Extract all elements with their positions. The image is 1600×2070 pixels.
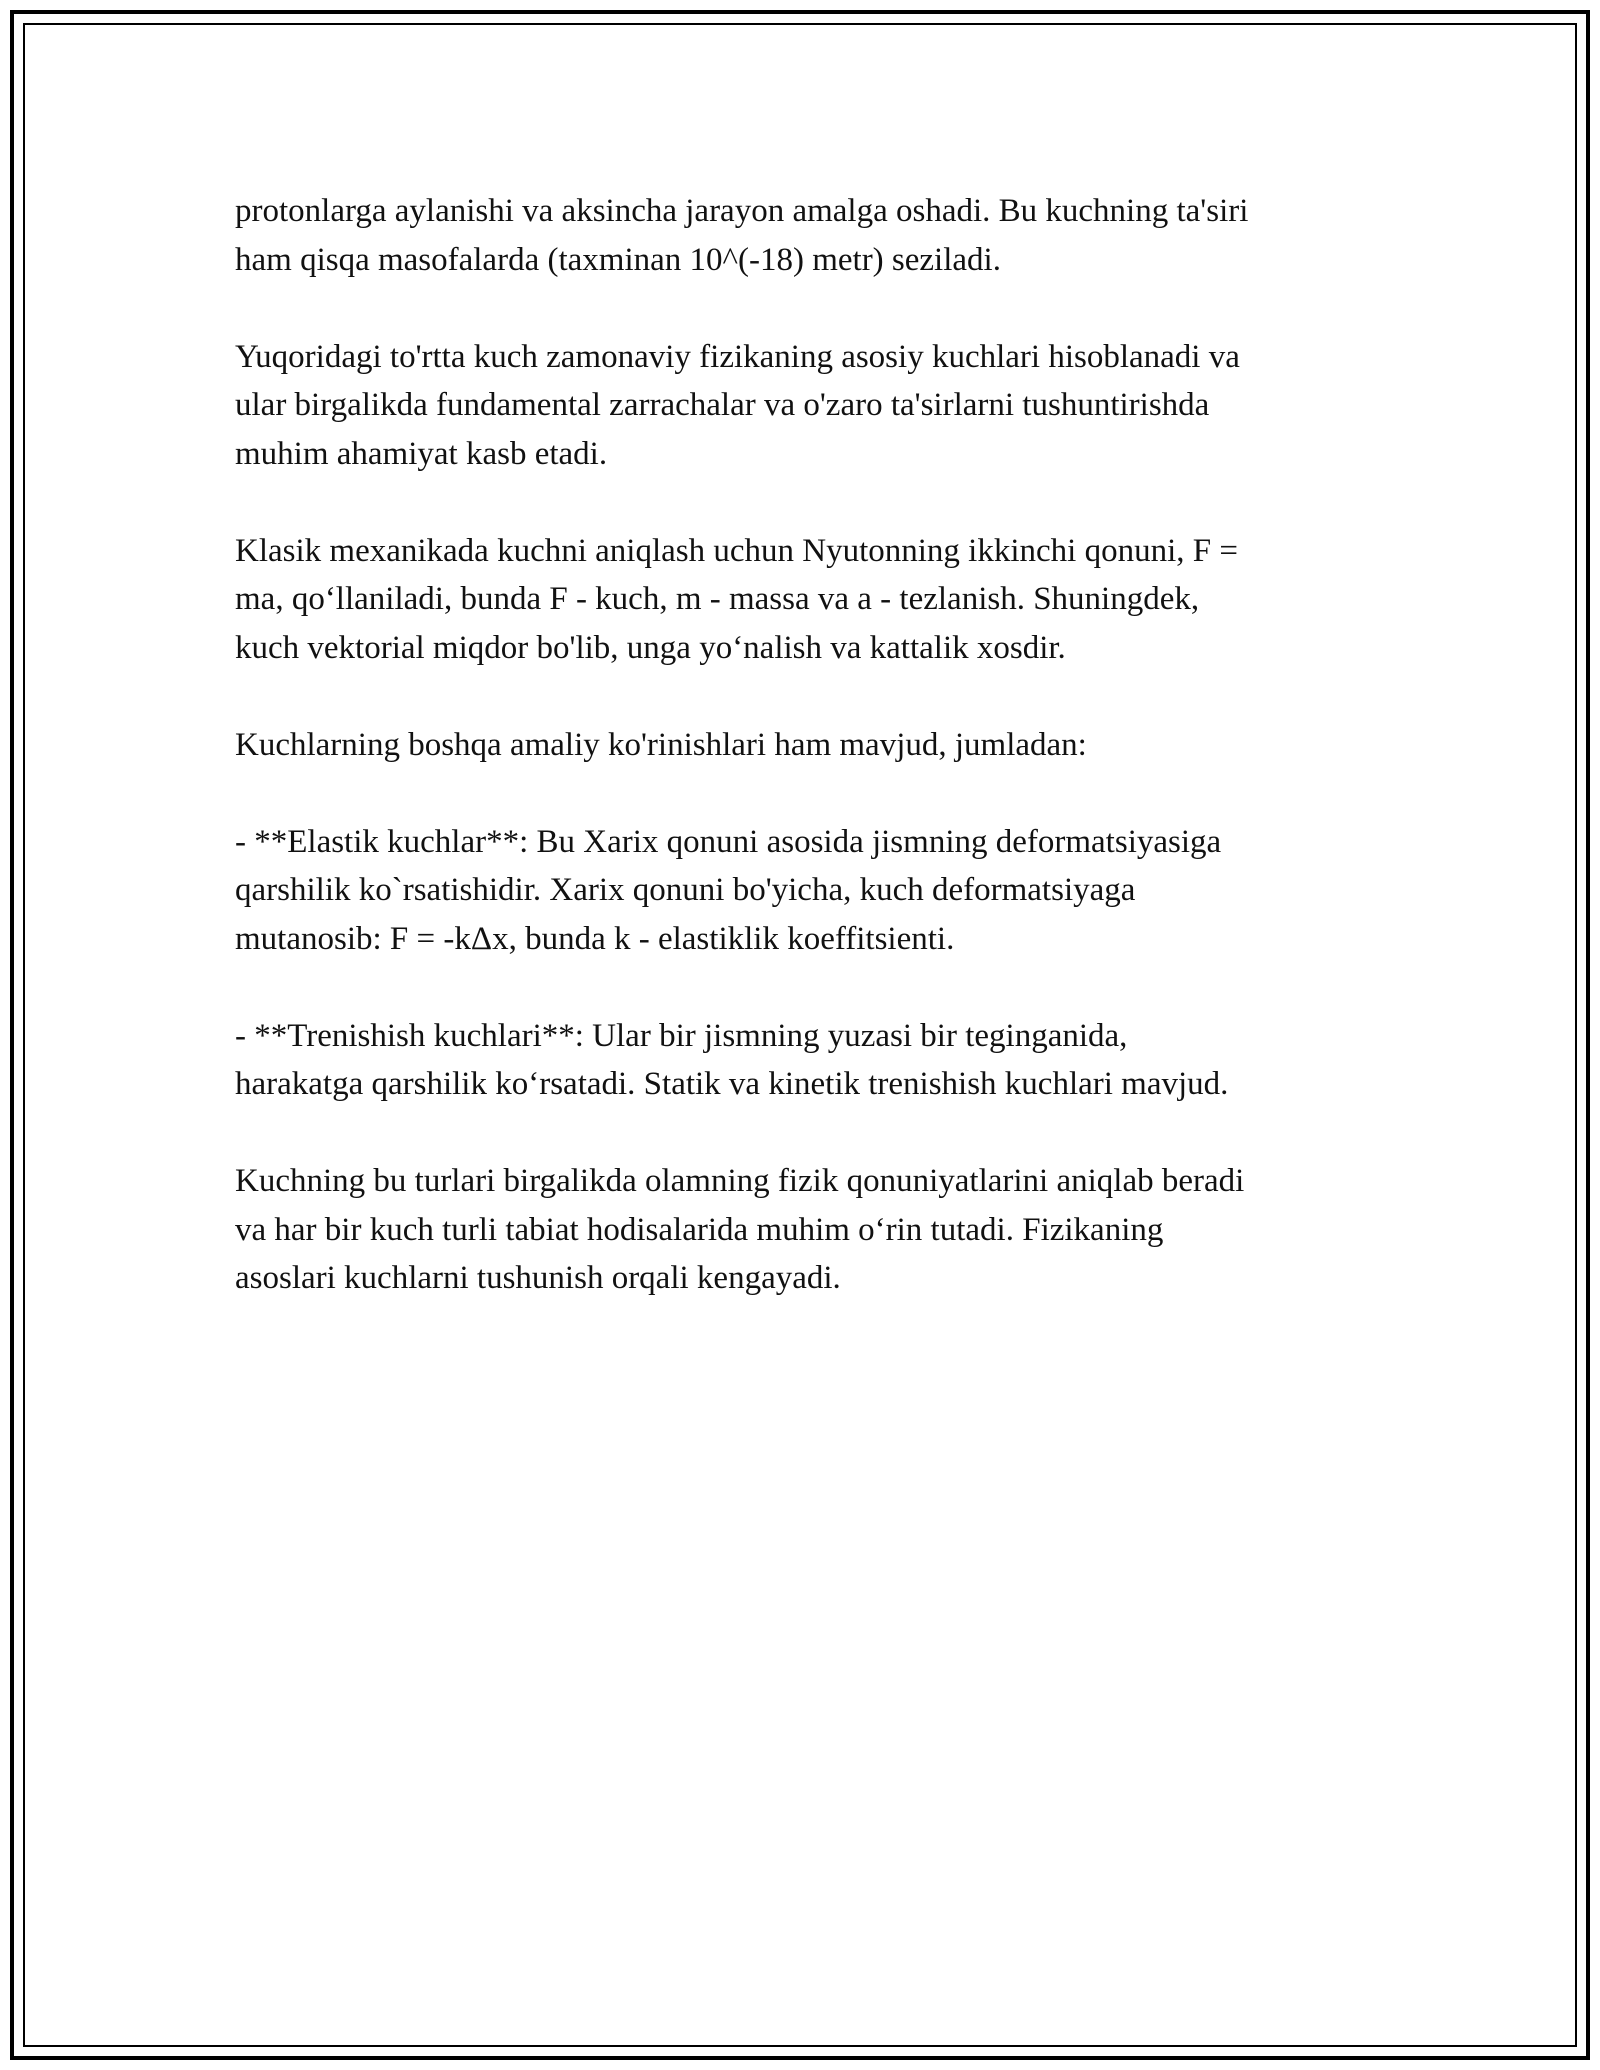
paragraph-line: qarshilik ko`rsatishidir. Xarix qonuni bo'yicha, kuch deformatsiyaga [235,872,1136,908]
paragraph-line: harakatga qarshilik ko‘rsatadi. Statik va kinetik trenishish kuchlari mavjud. [235,1066,1229,1102]
document-body [235,187,1385,1351]
paragraph-4 [235,721,1385,770]
paragraph-line: asoslari kuchlarni tushunish orqali kengayadi. [235,1260,841,1296]
paragraph-7 [235,1157,1385,1303]
paragraph-line: Yuqoridagi to'rtta kuch zamonaviy fizikaning asosiy kuchlari hisoblanadi va [235,338,1240,375]
paragraph-1 [235,187,1385,284]
paragraph-line: mutanosib: F = -kΔx, bunda k - elastiklik koeffitsienti. [235,920,955,957]
paragraph-line: - **Trenishish kuchlari**: Ular bir jismning yuzasi bir teginganida, [235,1017,1128,1054]
paragraph-line: - **Elastik kuchlar**: Bu Xarix qonuni asosida jismning deformatsiyasiga [235,823,1222,860]
paragraph-3 [235,527,1385,673]
paragraph-line: ular birgalikda fundamental zarrachalar va o'zaro ta'sirlarni tushuntirishda [235,387,1210,423]
paragraph-line: muhim ahamiyat kasb etadi. [235,435,608,472]
paragraph-line: Klasik mexanikada kuchni aniqlash uchun Nyutonning ikkinchi qonuni, F = [235,532,1238,569]
paragraph-line: Kuchlarning boshqa amaliy ko'rinishlari ham mavjud, jumladan: [235,726,1087,763]
paragraph-line: ma, qo‘llaniladi, bunda F - kuch, m - massa va a - tezlanish. Shuningdek, [235,581,1200,617]
paragraph-line: Kuchning bu turlari birgalikda olamning fizik qonuniyatlarini aniqlab beradi [235,1163,1245,1199]
paragraph-line: va har bir kuch turli tabiat hodisalarida muhim o‘rin tutadi. Fizikaning [235,1211,1164,1248]
paragraph-5-elastic-forces [235,818,1385,964]
paragraph-line: ham qisqa masofalarda (taxminan 10^(-18) metr) seziladi. [235,241,1001,278]
paragraph-6-friction-forces [235,1012,1385,1109]
paragraph-line: protonlarga aylanishi va aksincha jarayon amalga oshadi. Bu kuchning ta'siri [235,193,1249,229]
paragraph-2 [235,333,1385,479]
paragraph-line: kuch vektorial miqdor bo'lib, unga yo‘nalish va kattalik xosdir. [235,629,1066,666]
